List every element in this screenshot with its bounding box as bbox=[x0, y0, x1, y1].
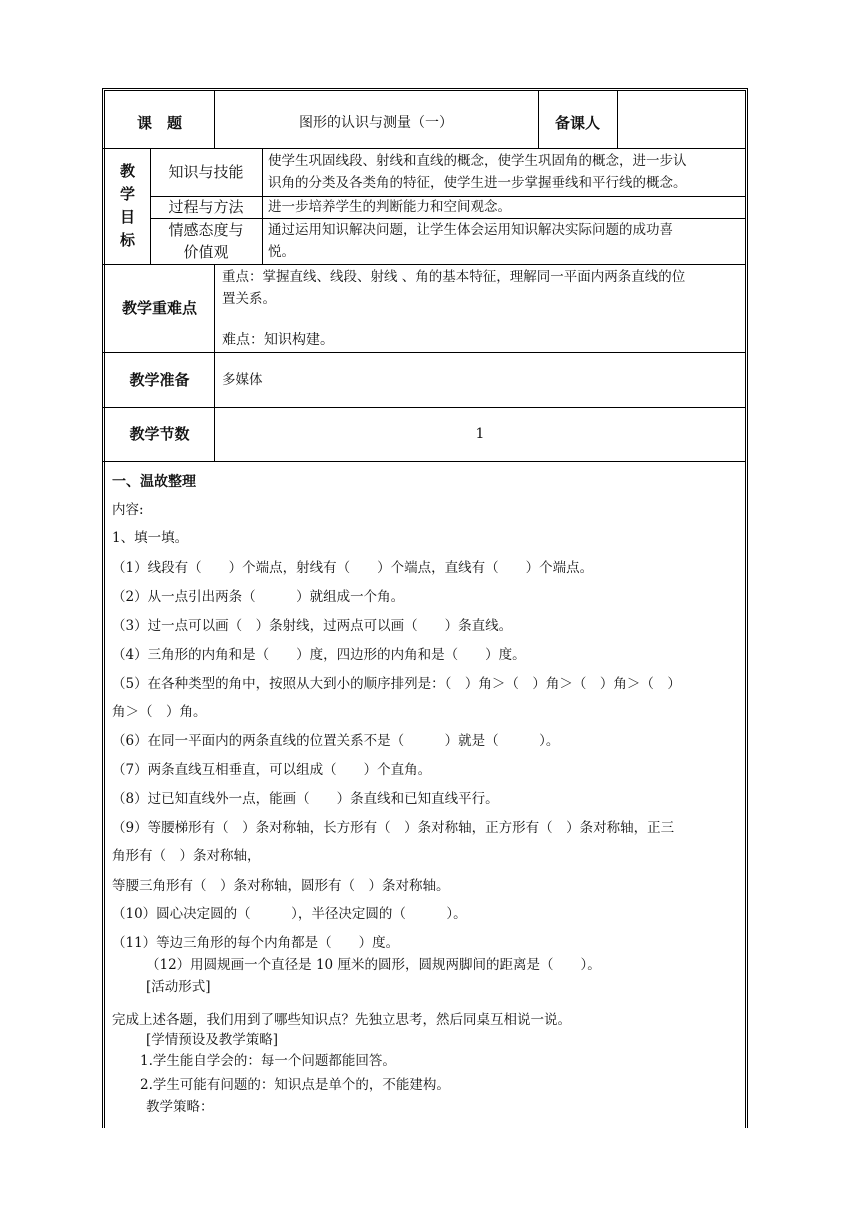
body-line: （3）过一点可以画（ ）条射线，过两点可以画（ ）条直线。 bbox=[112, 618, 513, 634]
key-points-text: 重点：掌握直线、线段、射线 、角的基本特征，理解同一平面内两条直线的位 置关系。 bbox=[222, 269, 686, 307]
preparer-label: 备课人 bbox=[554, 114, 600, 132]
objective-label-emotion: 情感态度与 价值观 bbox=[168, 221, 244, 261]
body-line: （9）等腰梯形有（ ）条对称轴，长方形有（ ）条对称轴，正方形有（ ）条对称轴，正三 bbox=[112, 820, 675, 836]
row-divider bbox=[103, 264, 746, 265]
body-line: 完成上述各题，我们用到了哪些知识点？先独立思考，然后同桌互相说一说。 bbox=[112, 1012, 571, 1028]
row-divider bbox=[103, 461, 746, 462]
body-line: （8）过已知直线外一点，能画（ ）条直线和已知直线平行。 bbox=[112, 791, 499, 807]
body-line: （12）用圆规画一个直径是 10 厘米的圆形，圆规两脚间的距离是（ ）。 bbox=[146, 957, 601, 973]
body-line: [学情预设及教学策略] bbox=[146, 1032, 279, 1048]
body-line: 等腰三角形有（ ）条对称轴，圆形有（ ）条对称轴。 bbox=[112, 878, 450, 894]
row-divider bbox=[103, 352, 746, 353]
body-line: （1）线段有（ ）个端点，射线有（ ）个端点，直线有（ ）个端点。 bbox=[112, 560, 594, 576]
body-line: 1.学生能自学会的：每一个问题都能回答。 bbox=[140, 1053, 396, 1069]
objective-label-knowledge: 知识与技能 bbox=[168, 163, 244, 181]
preparation-label: 教学准备 bbox=[129, 371, 190, 389]
key-points-label: 教学重难点 bbox=[121, 299, 197, 317]
topic-label: 课 题 bbox=[136, 114, 182, 132]
section-title: 一、温故整理 bbox=[112, 474, 196, 490]
body-line: （5）在各种类型的角中，按照从大到小的顺序排列是：（ ）角＞（ ）角＞（ ）角＞（ ） bbox=[112, 676, 681, 692]
objectives-group-label: 教 学 目 标 bbox=[119, 162, 135, 249]
body-line: 2.学生可能有问题的：知识点是单个的，不能建构。 bbox=[140, 1077, 450, 1093]
body-line: [活动形式] bbox=[146, 979, 211, 995]
periods-value: 1 bbox=[475, 426, 485, 442]
body-line: （11）等边三角形的每个内角都是（ ）度。 bbox=[112, 935, 400, 951]
body-line: （4）三角形的内角和是（ ）度，四边形的内角和是（ ）度。 bbox=[112, 647, 526, 663]
objective-text-process: 进一步培养学生的判断能力和空间观念。 bbox=[268, 199, 511, 215]
body-line: （2）从一点引出两条（ ）就组成一个角。 bbox=[112, 589, 405, 605]
body-line: （10）圆心决定圆的（ ），半径决定圆的（ ）。 bbox=[112, 906, 467, 922]
difficulty-text: 难点：知识构建。 bbox=[222, 332, 334, 348]
topic-value: 图形的认识与测量（一） bbox=[299, 115, 453, 131]
row-divider bbox=[103, 148, 746, 149]
objective-label-process: 过程与方法 bbox=[168, 198, 244, 216]
body-line: （6）在同一平面内的两条直线的位置关系不是（ ）就是（ ）。 bbox=[112, 733, 560, 749]
body-line: （7）两条直线互相垂直，可以组成（ ）个直角。 bbox=[112, 762, 432, 778]
row-divider bbox=[103, 407, 746, 408]
body-line: 角＞（ ）角。 bbox=[112, 704, 207, 720]
periods-label: 教学节数 bbox=[129, 425, 190, 443]
preparation-value: 多媒体 bbox=[222, 372, 263, 388]
col-divider bbox=[617, 91, 618, 148]
body-line: 1、填一填。 bbox=[112, 530, 189, 546]
objective-text-emotion: 通过运用知识解决问题，让学生体会运用知识解决实际问题的成功喜 悦。 bbox=[268, 222, 673, 260]
col-divider bbox=[262, 148, 263, 264]
body-line: 角形有（ ）条对称轴， bbox=[112, 848, 261, 864]
body-line: 教学策略： bbox=[146, 1099, 214, 1115]
body-line: 内容: bbox=[112, 502, 144, 518]
objective-text-knowledge: 使学生巩固线段、射线和直线的概念，使学生巩固角的概念，进一步认 识角的分类及各类角的特征，使学生进一步掌握垂线和平行线的概念。 bbox=[268, 153, 687, 191]
